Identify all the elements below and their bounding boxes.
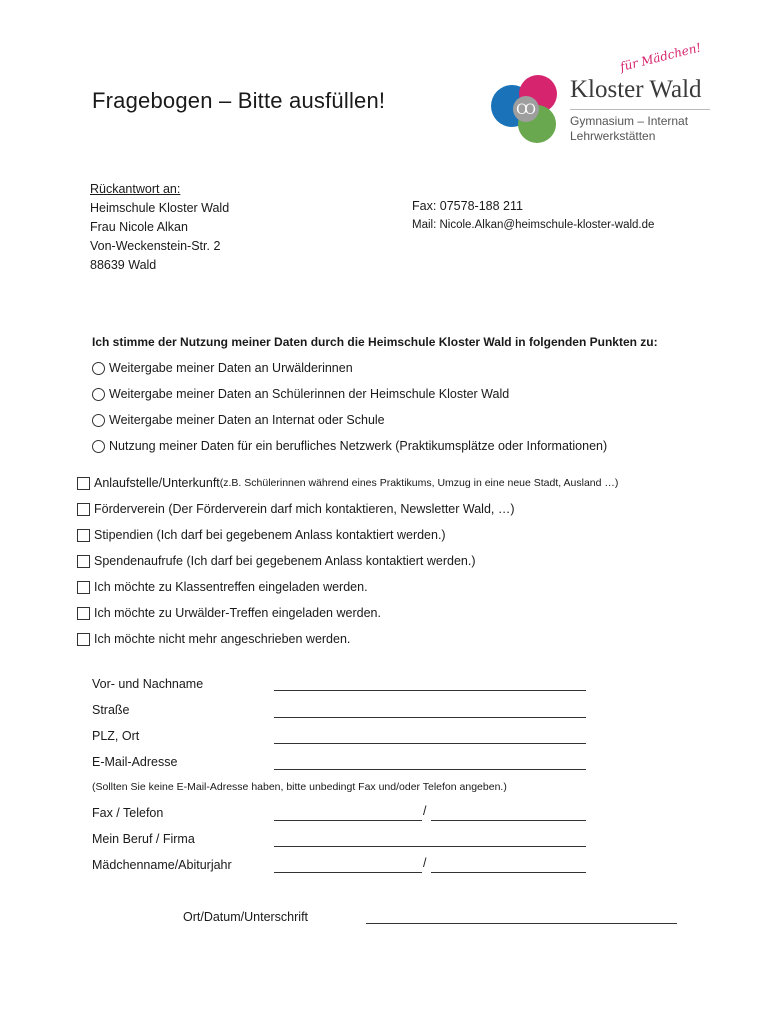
name-field[interactable]	[274, 676, 586, 691]
radio-label: Nutzung meiner Daten für ein berufliches Netzwerk (Praktikumsplätze oder Informationen)	[109, 439, 608, 453]
maiden-name-field[interactable]	[274, 858, 422, 873]
city-label: PLZ, Ort	[92, 729, 140, 743]
address-heading: Rückantwort an:	[90, 182, 181, 196]
checkbox-label: Ich möchte zu Urwälder-Treffen eingeladen werden.	[94, 606, 381, 620]
checkbox-option-nicht-anschreiben[interactable]	[77, 630, 350, 648]
radio-label: Weitergabe meiner Daten an Urwälderinnen	[109, 361, 353, 375]
radio-circle[interactable]	[92, 388, 105, 401]
address-line: Frau Nicole Alkan	[90, 220, 188, 234]
logo-divider	[570, 109, 710, 110]
graduation-year-field[interactable]	[431, 858, 586, 873]
checkbox-box[interactable]	[77, 477, 90, 490]
street-field[interactable]	[274, 703, 586, 718]
logo-subtitle-2: Lehrwerkstätten	[570, 129, 656, 143]
checkbox-label: Förderverein (Der Förderverein darf mich kontaktieren, Newsletter Wald, …)	[94, 502, 515, 516]
checkbox-box[interactable]	[77, 529, 90, 542]
checkbox-option-urwaelder-treffen[interactable]	[77, 604, 381, 622]
fax-field[interactable]	[274, 806, 422, 821]
street-label: Straße	[92, 703, 130, 717]
logo-tagline: für Mädchen!	[618, 40, 703, 74]
checkbox-option-spendenaufrufe[interactable]	[77, 552, 476, 570]
checkbox-box[interactable]	[77, 607, 90, 620]
fax-number: Fax: 07578-188 211	[412, 199, 523, 213]
radio-label: Weitergabe meiner Daten an Internat oder Schule	[109, 413, 385, 427]
maiden-separator: /	[423, 856, 427, 870]
address-line: Heimschule Kloster Wald	[90, 201, 230, 215]
signature-field[interactable]	[366, 909, 677, 924]
radio-circle[interactable]	[92, 414, 105, 427]
email-field[interactable]	[274, 755, 586, 770]
job-label: Mein Beruf / Firma	[92, 832, 195, 846]
checkbox-label: Stipendien (Ich darf bei gegebenem Anlass kontaktiert werden.)	[94, 528, 446, 542]
radio-option-schuelerinnen[interactable]	[92, 385, 509, 403]
radio-circle[interactable]	[92, 440, 105, 453]
address-line: 88639 Wald	[90, 258, 157, 272]
radio-option-netzwerk[interactable]	[92, 437, 607, 455]
checkbox-option-klassentreffen[interactable]	[77, 578, 368, 596]
phone-field[interactable]	[431, 806, 586, 821]
email-note: (Sollten Sie keine E-Mail-Adresse haben, bitte unbedingt Fax und/oder Telefon angeben.)	[92, 781, 507, 793]
consent-heading: Ich stimme der Nutzung meiner Daten durch die Heimschule Kloster Wald in folgenden Punkten zu:	[92, 335, 658, 349]
checkbox-option-foerderverein[interactable]	[77, 500, 515, 518]
city-field[interactable]	[274, 729, 586, 744]
checkbox-box[interactable]	[77, 555, 90, 568]
logo-subtitle-1: Gymnasium – Internat	[570, 114, 689, 128]
logo-name: Kloster Wald	[570, 76, 702, 103]
checkbox-label: Spendenaufrufe (Ich darf bei gegebenem Anlass kontaktiert werden.)	[94, 554, 476, 568]
checkbox-label: Ich möchte zu Klassentreffen eingeladen werden.	[94, 580, 368, 594]
email-label: E-Mail-Adresse	[92, 755, 178, 769]
checkbox-box[interactable]	[77, 503, 90, 516]
fax-phone-separator: /	[423, 804, 427, 818]
fax-phone-label: Fax / Telefon	[92, 806, 164, 820]
job-field[interactable]	[274, 832, 586, 847]
checkbox-option-stipendien[interactable]	[77, 526, 446, 544]
logo-circles-icon	[488, 74, 568, 146]
svg-text:Ꝏ: Ꝏ	[516, 102, 536, 118]
checkbox-label: Ich möchte nicht mehr angeschrieben werden.	[94, 632, 351, 646]
address-line: Von-Weckenstein-Str. 2	[90, 239, 221, 253]
signature-label: Ort/Datum/Unterschrift	[183, 910, 309, 924]
page-title: Fragebogen – Bitte ausfüllen!	[92, 88, 386, 113]
checkbox-box[interactable]	[77, 581, 90, 594]
maiden-name-label: Mädchenname/Abiturjahr	[92, 858, 232, 872]
radio-label: Weitergabe meiner Daten an Schülerinnen der Heimschule Kloster Wald	[109, 387, 510, 401]
radio-circle[interactable]	[92, 362, 105, 375]
checkbox-box[interactable]	[77, 633, 90, 646]
radio-option-internat-schule[interactable]	[92, 411, 385, 429]
checkbox-label: Anlaufstelle/Unterkunft	[94, 476, 220, 490]
checkbox-option-anlaufstelle[interactable]	[77, 474, 618, 492]
checkbox-detail: (z.B. Schülerinnen während eines Praktikums, Umzug in eine neue Stadt, Ausland …)	[219, 477, 619, 489]
name-label: Vor- und Nachname	[92, 677, 204, 691]
school-logo	[488, 40, 728, 152]
return-address	[90, 180, 229, 275]
mail-address: Mail: Nicole.Alkan@heimschule-kloster-wald.de	[412, 219, 655, 231]
radio-option-urwaelderinnen[interactable]	[92, 359, 353, 377]
